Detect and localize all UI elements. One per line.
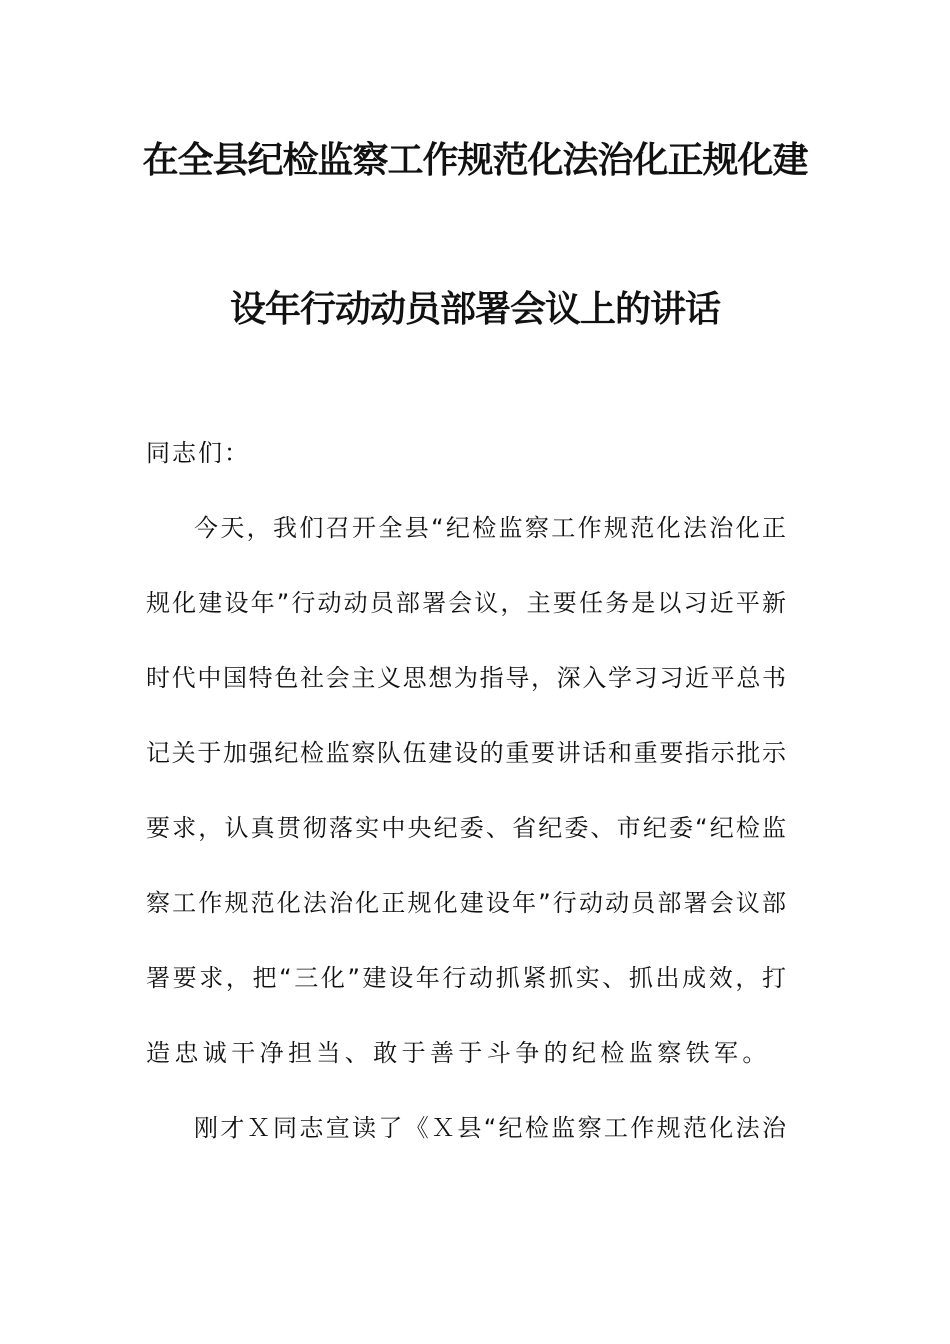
paragraph-1-line-7: 署要求，把“三化”建设年行动抓紧抓实、抓出成效，打	[146, 964, 786, 992]
document-title-line-1: 在全县纪检监察工作规范化法治化正规化建	[142, 140, 808, 181]
paragraph-1-line-2: 规化建设年”行动动员部署会议，主要任务是以习近平新	[146, 589, 786, 617]
document-title-line-2: 设年行动动员部署会议上的讲话	[229, 289, 720, 330]
paragraph-1-line-8: 造忠诚干净担当、敢于善于斗争的纪检监察铁军。	[146, 1039, 771, 1067]
paragraph-1-line-3: 时代中国特色社会主义思想为指导，深入学习习近平总书	[146, 664, 786, 692]
paragraph-1-line-1: 今天，我们召开全县“纪检监察工作规范化法治化正	[194, 514, 786, 542]
paragraph-2-line-1: 刚才Ｘ同志宣读了《Ｘ县“纪检监察工作规范化法治	[194, 1114, 786, 1142]
paragraph-1-line-6: 察工作规范化法治化正规化建设年”行动动员部署会议部	[146, 889, 786, 917]
greeting: 同志们：	[146, 439, 250, 467]
paragraph-1-line-4: 记关于加强纪检监察队伍建设的重要讲话和重要指示批示	[146, 739, 786, 767]
paragraph-1-line-5: 要求，认真贯彻落实中央纪委、省纪委、市纪委“纪检监	[146, 814, 786, 842]
